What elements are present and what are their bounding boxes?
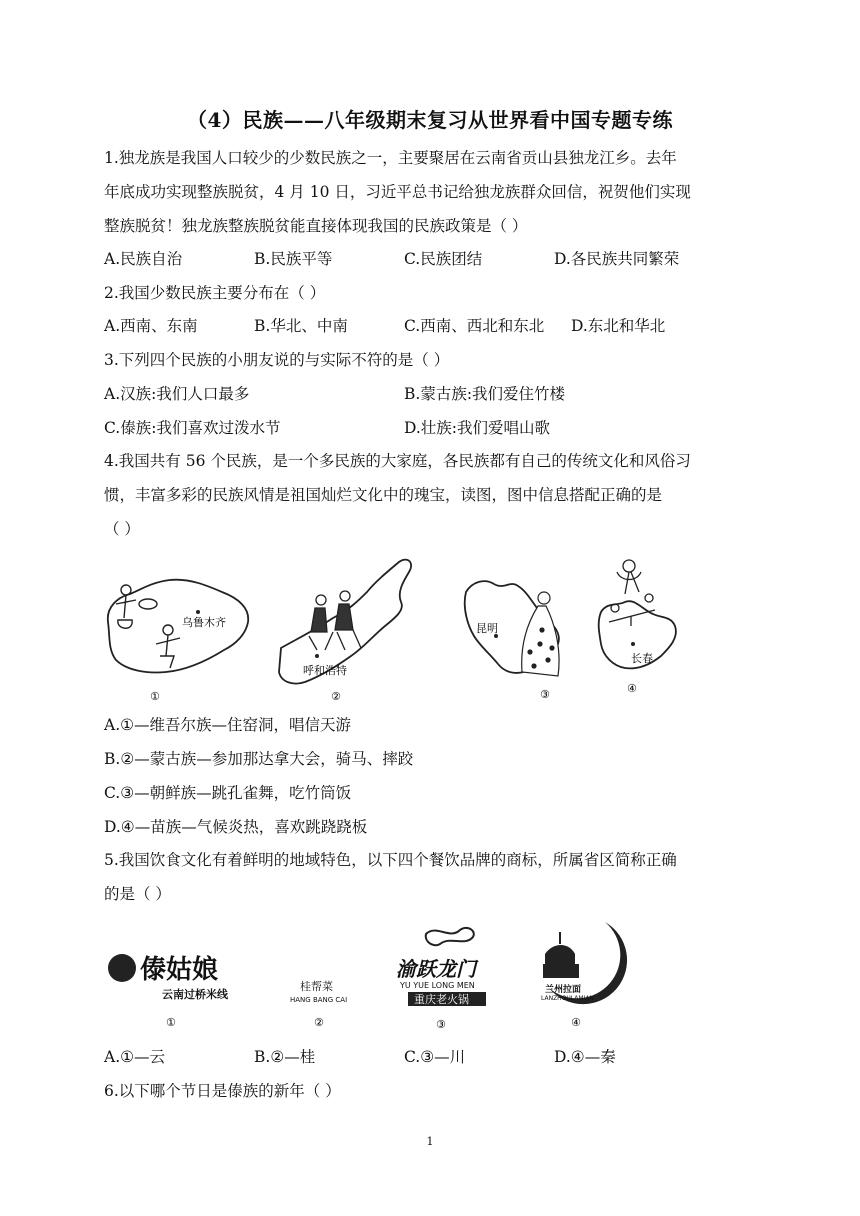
q2-line-1: 2.我国少数民族主要分布在（ ） bbox=[104, 284, 326, 302]
inner-mongolia-map-illustration bbox=[275, 552, 450, 702]
page-number: 1 bbox=[426, 1135, 434, 1148]
q5-logo-4-main: 兰州拉面 bbox=[545, 985, 582, 995]
q3-line-1: 3.下列四个民族的小朋友说的与实际不符的是（ ） bbox=[104, 351, 450, 369]
q5-line-1: 5.我国饮食文化有着鲜明的地域特色，以下四个餐饮品牌的商标，所属省区简称正确 bbox=[104, 851, 677, 869]
q5-logo-row bbox=[100, 918, 660, 1036]
q3-option-a: A.汉族:我们人口最多 bbox=[104, 385, 250, 403]
q1-option-b: B.民族平等 bbox=[254, 250, 333, 268]
q4-figure-row bbox=[100, 552, 700, 702]
q4-option-b: B.②—蒙古族—参加那达拿大会，骑马、摔跤 bbox=[104, 750, 414, 768]
q5-option-a: A.①—云 bbox=[104, 1048, 166, 1066]
q4-option-c: C.③—朝鲜族—跳孔雀舞，吃竹筒饭 bbox=[104, 784, 352, 802]
q6-line-1: 6.以下哪个节日是傣族的新年（ ） bbox=[104, 1082, 341, 1100]
q5-logo-3-number: ③ bbox=[436, 1018, 446, 1031]
q5-logo-3 bbox=[390, 918, 520, 1036]
q4-line-1: 4.我国共有 56 个民族，是一个多民族的大家庭，各民族都有自己的传统文化和风俗习 bbox=[104, 452, 691, 470]
q5-logo-4 bbox=[535, 918, 645, 1036]
q5-option-b: B.②—桂 bbox=[254, 1048, 316, 1066]
page-title: （4）民族——八年级期末复习从世界看中国专题专练 bbox=[187, 108, 673, 132]
q1-option-d: D.各民族共同繁荣 bbox=[554, 250, 680, 268]
q5-logo-2 bbox=[272, 918, 372, 1036]
q4-line-2: 惯，丰富多彩的民族风情是祖国灿烂文化中的瑰宝，读图，图中信息搭配正确的是 bbox=[104, 486, 663, 504]
q4-figure-2-label: 呼和浩特 bbox=[303, 664, 347, 677]
q4-figure-3-label: 昆明 bbox=[476, 622, 498, 635]
q2-option-c: C.西南、西北和东北 bbox=[404, 317, 545, 335]
q5-logo-1-sub: 云南过桥米线 bbox=[162, 988, 228, 1001]
q3-option-b: B.蒙古族:我们爱住竹楼 bbox=[404, 385, 566, 403]
q5-option-c: C.③—川 bbox=[404, 1048, 466, 1066]
q5-logo-1 bbox=[100, 918, 260, 1036]
q2-option-a: A.西南、东南 bbox=[104, 317, 198, 335]
q4-figure-1-label: 乌鲁木齐 bbox=[182, 616, 226, 629]
q5-logo-4-number: ④ bbox=[571, 1016, 581, 1029]
q4-figure-2-number: ② bbox=[331, 690, 341, 702]
q2-option-d: D.东北和华北 bbox=[571, 317, 666, 335]
q4-option-a: A.①—维吾尔族—住窑洞，唱信天游 bbox=[104, 716, 352, 734]
q1-line-3: 整族脱贫！独龙族整族脱贫能直接体现我国的民族政策是（ ） bbox=[104, 217, 528, 235]
q3-option-d: D.壮族:我们爱唱山歌 bbox=[404, 419, 551, 437]
daiguniang-emblem-icon bbox=[108, 954, 136, 982]
q3-option-c: C.傣族:我们喜欢过泼水节 bbox=[104, 419, 281, 437]
jilin-map-illustration bbox=[595, 552, 695, 702]
q1-line-1: 1.独龙族是我国人口较少的少数民族之一，主要聚居在云南省贡山县独龙江乡。去年 bbox=[104, 149, 677, 167]
yunnan-map-illustration bbox=[458, 552, 588, 702]
q4-figure-4-label: 长春 bbox=[631, 652, 653, 665]
q1-option-c: C.民族团结 bbox=[404, 250, 483, 268]
cloud-dragon-icon bbox=[426, 928, 474, 945]
xinjiang-map-illustration bbox=[100, 552, 260, 702]
q4-figure-2 bbox=[275, 552, 450, 702]
q5-line-2: 的是（ ） bbox=[104, 885, 171, 903]
q4-figure-4 bbox=[595, 552, 695, 702]
q4-option-d: D.④—苗族—气候炎热，喜欢跳跷跷板 bbox=[104, 818, 368, 836]
q2-option-b: B.华北、中南 bbox=[254, 317, 348, 335]
q5-logo-4-sub: LANZHOULAMIAN bbox=[541, 995, 594, 1002]
q4-figure-1 bbox=[100, 552, 260, 702]
q5-logo-3-sub2: 重庆老火锅 bbox=[414, 993, 469, 1006]
mosque-dome-icon bbox=[545, 945, 575, 964]
q5-logo-3-main: 渝跃龙门 bbox=[396, 957, 476, 981]
q4-line-3: （ ） bbox=[104, 520, 140, 538]
q5-logo-1-number: ① bbox=[166, 1016, 176, 1029]
lanzhoulamian-logo bbox=[535, 918, 645, 1036]
q5-logo-2-main: 桂帮菜 bbox=[300, 980, 333, 993]
q4-figure-3 bbox=[458, 552, 588, 702]
q5-logo-2-sub: HANG BANG CAI bbox=[290, 996, 348, 1004]
q5-logo-1-main: 傣姑娘 bbox=[140, 955, 219, 985]
q4-figure-3-number: ③ bbox=[540, 688, 550, 701]
q4-figure-4-number: ④ bbox=[627, 682, 637, 695]
guibangcai-logo bbox=[272, 918, 372, 1036]
q1-line-2: 年底成功实现整族脱贫，4 月 10 日，习近平总书记给独龙族群众回信，祝贺他们实现 bbox=[104, 183, 691, 201]
q1-option-a: A.民族自治 bbox=[104, 250, 183, 268]
daiguniang-logo bbox=[100, 918, 260, 1036]
q5-logo-3-sub: YU YUE LONG MEN bbox=[400, 981, 475, 990]
q4-figure-1-number: ① bbox=[150, 690, 160, 702]
q5-option-d: D.④—秦 bbox=[554, 1048, 616, 1066]
yuyuelongmen-logo bbox=[390, 918, 520, 1036]
q5-logo-2-number: ② bbox=[314, 1016, 324, 1029]
